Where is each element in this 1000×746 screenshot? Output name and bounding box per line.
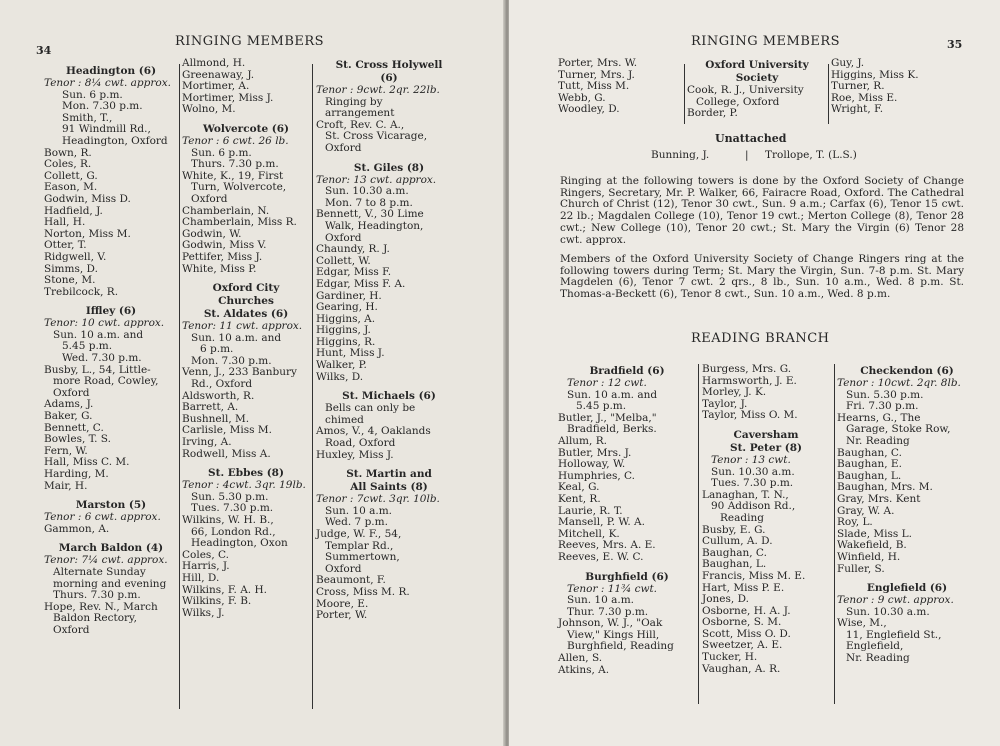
member-line: Thurs. 7.30 p.m. — [53, 589, 141, 602]
member-line: more Road, Cowley, — [53, 375, 159, 388]
member-line: Sun. 10 a.m. — [325, 504, 392, 517]
tenor-line: Tenor: 7¼ cwt. approx. — [44, 554, 168, 567]
tower-heading: Society — [735, 72, 779, 84]
member-line: Pettifer, Miss J. — [182, 250, 263, 263]
member-line: Wolno, M. — [182, 103, 236, 116]
member-line: Stone, M. — [44, 274, 96, 287]
member-line: Burgess, Mrs. G. — [702, 363, 792, 375]
member-line: Oxford — [325, 141, 362, 154]
member-line: Mortimer, A. — [182, 80, 250, 93]
member-line: Mair, H. — [44, 479, 88, 492]
top-column-3 — [831, 58, 956, 116]
member-line: Mortimer, Miss J. — [182, 91, 274, 104]
university-paragraph: Members of the Oxford University Society of Change Ringers ring at the following towers during Term; St. Mary the Virgin, Sun. 7-8 p.m. St. Mary Magdelen (6), Tenor 7 cwt. 2 qrs., 8 lb., Sun. 10 a.m., Wed. 8 p.m. St. Thomas-a-Beckett (6), Tenor 8 cwt., Sun. 10 a.m., Wed. 8 p.m. — [560, 253, 964, 301]
member-line: Tues. 7.30 p.m. — [191, 502, 274, 515]
member-line: Cross, Miss M. R. — [316, 585, 410, 598]
member-line: Higgins, J. — [316, 324, 371, 337]
column-rule — [828, 64, 829, 124]
member-line: Hearns, G., The — [837, 411, 921, 424]
member-line: Taylor, J. — [702, 397, 748, 410]
running-head: RINGING MEMBERS — [691, 34, 841, 49]
tenor-line: Tenor : 11¾ cwt. — [567, 582, 658, 595]
member-line: Mon. 7 to 8 p.m. — [325, 196, 413, 209]
member-line: Templar Rd., — [325, 539, 394, 552]
member-line: Allmond, H. — [182, 57, 246, 69]
member-line: Gammon, A. — [44, 522, 110, 535]
tower-heading: St. Giles (8) — [353, 161, 425, 174]
member-line: Fuller, S. — [837, 562, 885, 575]
member-line: Coles, R. — [44, 158, 92, 171]
member-line: Hunt, Miss J. — [316, 347, 385, 360]
unattached-separator: | — [745, 149, 749, 161]
member-line: Roe, Miss E. — [831, 91, 898, 104]
member-line: Baldon Rectory, — [53, 612, 137, 625]
member-line: Amos, V., 4, Oaklands — [316, 425, 431, 438]
member-line: Harmsworth, J. E. — [702, 374, 797, 387]
member-line: Moore, E. — [316, 597, 369, 610]
member-line: Baughan, L. — [702, 558, 767, 571]
member-line: Baughan, L. — [837, 469, 902, 482]
member-line: arrangement — [325, 107, 395, 120]
tower-heading: Englefield (6) — [866, 582, 948, 595]
column-rule — [834, 364, 835, 704]
branch-title: READING BRANCH — [691, 331, 830, 346]
member-line: Venn, J., 233 Banbury — [182, 366, 297, 379]
member-line: Chamberlain, N. — [182, 204, 270, 217]
member-line: Sun. 10 a.m. and — [567, 388, 658, 401]
member-line: Sun. 10 a.m. — [567, 594, 634, 607]
tower-heading: All Saints (8) — [350, 481, 428, 494]
column-rule — [179, 64, 180, 709]
member-line: Thur. 7.30 p.m. — [567, 605, 649, 618]
tenor-line: Tenor : 4cwt. 3qr. 19lb. — [182, 479, 306, 492]
member-line: Sun. 10 a.m. and — [53, 328, 144, 341]
member-line: Chamberlain, Miss R. — [182, 216, 297, 229]
member-line: Rodwell, Miss A. — [182, 447, 271, 460]
member-line: Butler, J., "Melba," — [558, 411, 657, 424]
member-line: Busby, L., 54, Little- — [44, 363, 151, 376]
member-line: Baughan, E. — [837, 458, 902, 471]
member-line: Gardiner, H. — [316, 289, 382, 302]
column-rule — [312, 64, 313, 709]
member-line: Bradfield, Berks. — [567, 423, 657, 436]
member-line: 6 p.m. — [200, 343, 234, 356]
member-line: Mon. 7.30 p.m. — [62, 100, 143, 113]
member-line: Gray, W. A. — [837, 504, 895, 517]
right-page — [509, 0, 1000, 746]
member-line: Alternate Sunday — [53, 565, 146, 578]
member-line: Chaundy, R. J. — [316, 243, 390, 256]
column-1 — [44, 58, 178, 637]
member-line: Oxford — [325, 562, 362, 575]
member-line: Wakefield, B. — [837, 539, 907, 552]
column-1 — [558, 358, 696, 676]
tower-heading: St. Peter (8) — [730, 441, 802, 454]
member-line: Webb, G. — [558, 91, 606, 104]
member-line: Hope, Rev. N., March — [44, 600, 158, 613]
member-line: Winfield, H. — [837, 550, 901, 563]
member-line: Wilks, J. — [182, 606, 225, 619]
member-line: Gray, Mrs. Kent — [837, 492, 921, 505]
member-line: Harding, M. — [44, 468, 109, 480]
member-line: White, K., 19, First — [182, 169, 284, 182]
member-line: 91 Windmill Rd., — [62, 123, 151, 136]
member-line: Fri. 7.30 p.m. — [846, 400, 919, 413]
member-line: Wed. 7.30 p.m. — [62, 352, 142, 365]
member-line: Keal, G. — [558, 481, 600, 494]
member-line: Tucker, H. — [702, 651, 758, 664]
member-line: Nr. Reading — [846, 652, 910, 665]
member-line: Godwin, Miss V. — [182, 239, 267, 252]
member-line: Higgins, R. — [316, 335, 376, 348]
tower-heading: Churches — [218, 295, 274, 308]
tower-heading: Oxford City — [212, 282, 280, 295]
tenor-line: Tenor: 11 cwt. approx. — [182, 320, 303, 333]
member-line: Simms, D. — [44, 262, 98, 275]
unattached-member: Bunning, J. — [651, 149, 710, 161]
member-line: Mon. 7.30 p.m. — [191, 354, 272, 367]
tower-heading: Wolvercote (6) — [202, 122, 290, 135]
member-line: White, Miss P. — [182, 262, 257, 275]
column-2 — [702, 364, 830, 675]
member-line: Woodley, D. — [558, 103, 620, 116]
unattached-member: Trollope, T. (L.S.) — [765, 149, 857, 161]
member-line: Atkins, A. — [558, 663, 610, 676]
member-line: Edgar, Miss F. — [316, 266, 392, 279]
member-line: Higgins, Miss K. — [831, 68, 919, 81]
member-line: Porter, W. — [316, 609, 368, 622]
member-line: Sun. 6 p.m. — [191, 146, 252, 159]
member-line: View," Kings Hill, — [567, 628, 660, 641]
tower-heading: Bradfield (6) — [589, 365, 665, 377]
member-line: Coles, C. — [182, 548, 229, 561]
tower-heading: Burghfield (6) — [585, 570, 669, 583]
member-line: Cullum, A. D. — [702, 535, 773, 548]
member-line: Trebilcock, R. — [44, 285, 119, 298]
member-line: Bushnell, M. — [182, 412, 250, 425]
member-line: Sun. 10.30 a.m. — [711, 465, 795, 478]
member-line: morning and evening — [53, 577, 167, 590]
member-line: Holloway, W. — [558, 458, 626, 471]
member-line: Johnson, W. J., "Oak — [558, 617, 663, 630]
member-line: Allum, R. — [558, 434, 607, 447]
member-line: Slade, Miss L. — [837, 527, 912, 540]
member-line: Hall, Miss C. M. — [44, 456, 130, 469]
member-line: 5.45 p.m. — [576, 400, 627, 413]
member-line: Nr. Reading — [846, 434, 910, 447]
member-line: Sun. 10.30 a.m. — [325, 185, 409, 198]
member-line: Oxford — [53, 623, 90, 636]
member-line: Ridgwell, V. — [44, 250, 107, 263]
member-line: Baughan, Mrs. M. — [837, 481, 933, 494]
member-line: Sun. 10.30 a.m. — [846, 605, 930, 618]
member-line: Baughan, C. — [837, 446, 902, 459]
tower-heading: St. Michaels (6) — [342, 390, 436, 403]
tenor-line: Tenor : 6 cwt. approx. — [44, 511, 161, 524]
tower-heading: Marston (5) — [75, 499, 147, 512]
member-line: chimed — [325, 413, 364, 426]
member-line: Bowles, T. S. — [44, 433, 111, 446]
member-line: Tutt, Miss M. — [558, 80, 630, 93]
tower-heading: Headington (6) — [65, 65, 157, 77]
member-line: Harris, J. — [182, 560, 230, 573]
member-line: Reeves, Mrs. A. E. — [558, 539, 656, 552]
member-line: Kent, R. — [558, 492, 601, 505]
member-line: Barrett, A. — [182, 401, 239, 414]
member-line: Bells can only be — [325, 402, 416, 415]
member-line: Cook, R. J., University — [687, 84, 804, 96]
member-line: Thurs. 7.30 p.m. — [191, 158, 279, 171]
top-column-1 — [558, 58, 683, 116]
member-line: Hadfield, J. — [44, 204, 103, 217]
member-line: Guy, J. — [831, 57, 865, 69]
member-line: St. Cross Vicarage, — [325, 130, 428, 143]
member-line: Tues. 7.30 p.m. — [711, 477, 794, 490]
member-line: Oxford — [325, 231, 362, 244]
member-line: Scott, Miss O. D. — [702, 627, 791, 640]
tenor-line: Tenor : 12 cwt. — [567, 377, 647, 389]
member-line: Edgar, Miss F. A. — [316, 277, 406, 290]
member-line: Road, Oxford — [325, 437, 396, 450]
member-line: Lanaghan, T. N., — [702, 488, 789, 501]
member-line: Wilks, D. — [316, 370, 364, 383]
member-line: Francis, Miss M. E. — [702, 569, 806, 582]
tower-heading: March Baldon (4) — [58, 542, 164, 555]
tenor-line: Tenor : 8¼ cwt. approx. — [44, 77, 171, 89]
tower-heading: St. Ebbes (8) — [208, 467, 284, 480]
member-line: Border, P. — [687, 107, 738, 120]
member-line: College, Oxford — [696, 95, 780, 108]
member-line: Norton, Miss M. — [44, 227, 131, 240]
member-line: Garage, Stoke Row, — [846, 423, 951, 436]
member-line: Summertown, — [325, 551, 400, 564]
member-line: Turn, Wolvercote, — [191, 181, 287, 194]
member-line: Baker, G. — [44, 410, 93, 423]
member-line: Turner, Mrs. J. — [558, 68, 635, 81]
tower-heading: (6) — [380, 72, 398, 84]
column-3 — [837, 358, 977, 665]
member-line: Wilkins, W. H. B., — [182, 514, 274, 526]
member-line: Turner, R. — [831, 80, 885, 93]
towers-paragraph: Ringing at the following towers is done by the Oxford Society of Change Ringers, Secretary, Mr. P. Walker, 66, Fairacre Road, Oxford. The Cathedral Church of Christ (12), Tenor 30 cwt., Sun. 9 a.m.; Carfax (6), Tenor 15 cwt. 22 lb.; Magdalen College (10), Tenor 19 cwt.; Merton College (8), Tenor 28 cwt.; New College (10), Tenor 20 cwt.; St. Mary the Virgin (6) Tenor 28 cwt. approx. — [560, 175, 964, 246]
member-line: Sun. 5.30 p.m. — [191, 490, 269, 503]
member-line: Collett, G. — [44, 169, 98, 182]
member-line: 5.45 p.m. — [62, 340, 113, 353]
member-line: Burghfield, Reading — [567, 640, 674, 653]
member-line: Bennett, V., 30 Lime — [316, 208, 424, 221]
member-line: Hill, D. — [182, 571, 220, 584]
member-line: Hart, Miss P. E. — [702, 581, 785, 594]
tenor-line: Tenor: 13 cwt. approx. — [316, 173, 437, 186]
member-line: Reeves, E. W. C. — [558, 550, 644, 563]
member-line: Aldsworth, R. — [182, 389, 255, 402]
tenor-line: Tenor : 7cwt. 3qr. 10lb. — [316, 493, 440, 506]
member-line: Croft, Rev. C. A., — [316, 118, 405, 131]
member-line: Beaumont, F. — [316, 574, 386, 587]
member-line: Englefield, — [846, 640, 904, 653]
member-line: Sun. 6 p.m. — [62, 88, 123, 101]
tenor-line: Tenor: 10 cwt. approx. — [44, 317, 165, 330]
member-line: Godwin, Miss D. — [44, 192, 131, 205]
tower-heading: St. Cross Holywell — [335, 59, 443, 71]
tower-heading: St. Martin and — [346, 468, 432, 481]
member-line: 66, London Rd., — [191, 525, 276, 538]
member-line: Baughan, C. — [702, 546, 767, 559]
member-line: Eason, M. — [44, 181, 98, 194]
member-line: Oxford — [53, 386, 90, 399]
tower-heading: Iffley (6) — [85, 305, 137, 318]
member-line: Irving, A. — [182, 436, 232, 449]
member-line: Mansell, P. W. A. — [558, 516, 645, 529]
member-line: Porter, Mrs. W. — [558, 57, 638, 69]
member-line: Hall, H. — [44, 216, 86, 229]
member-line: Headington, Oxon — [191, 537, 288, 550]
unattached-heading: Unattached — [715, 132, 787, 145]
top-column-2 — [687, 52, 827, 120]
column-rule — [698, 364, 699, 704]
column-rule — [684, 64, 685, 124]
member-line: Jones, D. — [702, 593, 749, 606]
member-line: Higgins, A. — [316, 312, 376, 325]
member-line: Sweetzer, A. E. — [702, 639, 783, 652]
member-line: Butler, Mrs. J. — [558, 446, 632, 459]
member-line: Allen, S. — [558, 652, 603, 665]
member-line: Walker, P. — [316, 359, 367, 372]
member-line: Wilkins, F. A. H. — [182, 583, 267, 596]
member-line: Rd., Oxford — [191, 378, 253, 391]
member-line: Mitchell, K. — [558, 527, 620, 540]
tenor-line: Tenor : 9 cwt. approx. — [837, 594, 954, 607]
member-line: Osborne, H. A. J. — [702, 604, 791, 617]
member-line: Adams, J. — [44, 398, 94, 411]
member-line: Collett, W. — [316, 254, 371, 267]
member-line: Sun. 10 a.m. and — [191, 331, 282, 344]
member-line: Vaughan, A. R. — [702, 662, 781, 675]
member-line: Godwin, W. — [182, 227, 242, 240]
tower-heading: St. Aldates (6) — [203, 308, 289, 321]
member-line: Reading — [720, 511, 764, 524]
member-line: Huxley, Miss J. — [316, 448, 394, 461]
member-line: Walk, Headington, — [325, 219, 424, 232]
member-line: 90 Addison Rd., — [711, 500, 796, 513]
member-line: Fern, W. — [44, 444, 88, 457]
page-number: 34 — [36, 44, 52, 57]
member-line: Otter, T. — [44, 239, 87, 252]
member-line: Gearing, H. — [316, 301, 378, 314]
tenor-line: Tenor : 13 cwt. — [711, 453, 791, 466]
page-number: 35 — [947, 38, 963, 51]
member-line: Osborne, S. M. — [702, 616, 782, 629]
member-line: Wed. 7 p.m. — [325, 516, 388, 529]
member-line: Oxford — [191, 192, 228, 205]
member-line: Judge, W. F., 54, — [316, 528, 402, 540]
column-3 — [316, 52, 462, 622]
member-line: Ringing by — [325, 95, 383, 108]
member-line: Sun. 5.30 p.m. — [846, 388, 924, 401]
member-line: Greenaway, J. — [182, 68, 255, 81]
member-line: Busby, E. G. — [702, 523, 766, 536]
tower-heading: Oxford University — [705, 59, 809, 71]
member-line: Roy, L. — [837, 516, 873, 529]
member-line: Bown, R. — [44, 146, 92, 159]
member-line: Wilkins, F. B. — [182, 595, 252, 608]
tenor-line: Tenor : 9cwt. 2qr. 22lb. — [316, 84, 440, 96]
tower-heading: Caversham — [733, 428, 799, 441]
tower-heading: Checkendon (6) — [860, 365, 954, 377]
member-line: Wise, M., — [837, 617, 887, 630]
column-2 — [182, 58, 310, 619]
running-head: RINGING MEMBERS — [175, 34, 325, 49]
member-line: Humphries, C. — [558, 469, 636, 482]
member-line: Morley, J. K. — [702, 386, 767, 399]
member-line: Carlisle, Miss M. — [182, 424, 272, 437]
member-line: Wright, F. — [831, 103, 884, 116]
tenor-line: Tenor : 6 cwt. 26 lb. — [182, 134, 289, 147]
tenor-line: Tenor : 10cwt. 2qr. 8lb. — [837, 377, 961, 389]
member-line: Bennett, C. — [44, 421, 104, 434]
member-line: Headington, Oxford — [62, 134, 168, 147]
member-line: 11, Englefield St., — [846, 628, 942, 641]
member-line: Smith, T., — [62, 111, 113, 124]
member-line: Taylor, Miss O. M. — [702, 409, 798, 422]
member-line: Laurie, R. T. — [558, 504, 623, 517]
